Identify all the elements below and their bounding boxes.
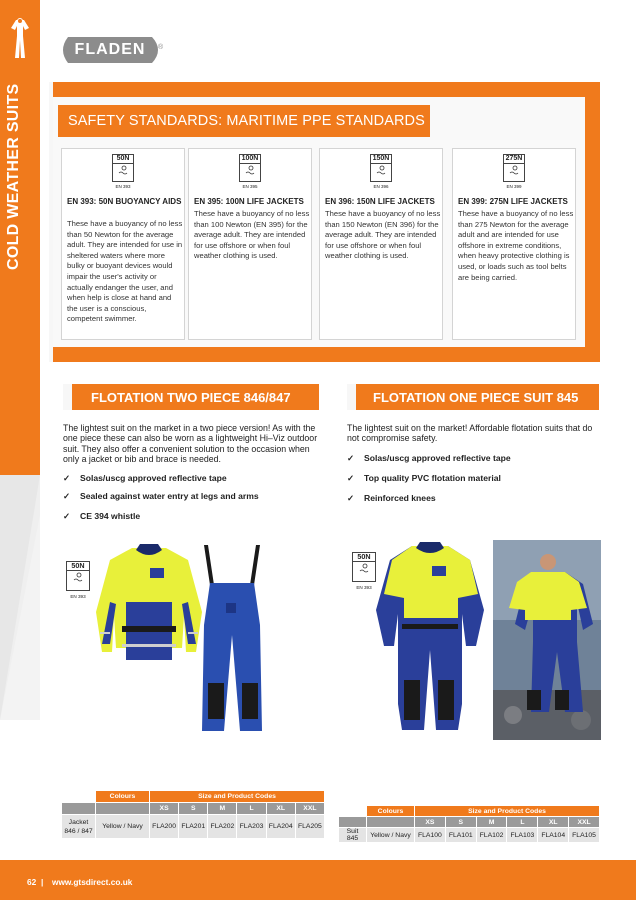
code-cell: FLA101: [445, 828, 476, 843]
badge-standard: EN 393: [356, 585, 372, 590]
swimmer-icon: [73, 572, 84, 582]
buoyancy-badge-icon: [503, 154, 525, 189]
table-corner: [339, 806, 367, 817]
code-cell: FLA205: [295, 815, 324, 839]
product-title: FLOTATION ONE PIECE SUIT 845: [373, 389, 579, 405]
size-header: L: [237, 803, 266, 815]
badge-standard: EN 395: [242, 184, 258, 189]
check-icon: ✓: [63, 511, 71, 521]
buoyancy-badge-icon: [66, 561, 90, 599]
code-cell: FLA100: [415, 828, 446, 843]
standard-card: [188, 148, 312, 340]
card-title: EN 395: 100N LIFE JACKETS: [194, 197, 304, 206]
buoyancy-badge-icon: [370, 154, 392, 189]
product-title: FLOTATION TWO PIECE 846/847: [91, 389, 291, 405]
table-cell: [339, 817, 367, 828]
codes-header: Size and Product Codes: [415, 806, 600, 817]
code-cell: FLA201: [179, 815, 208, 839]
model-photo: [493, 540, 601, 740]
feature-label: CE 394 whistle: [80, 511, 141, 521]
sidebar-label: COLD WEATHER SUITS: [5, 83, 22, 270]
badge-standard: EN 393: [70, 594, 86, 599]
buoyancy-badge-icon: [112, 154, 134, 189]
buoyancy-badge-icon: [239, 154, 261, 189]
badge-value: 50N: [353, 553, 375, 562]
swimmer-icon: [376, 165, 387, 175]
check-icon: ✓: [63, 491, 71, 501]
size-header: XL: [266, 803, 295, 815]
safety-title: SAFETY STANDARDS: MARITIME PPE STANDARDS: [58, 105, 430, 137]
swimmer-icon: [245, 165, 256, 175]
swimmer-icon: [509, 165, 520, 175]
size-table-left: [61, 790, 325, 839]
sidebar-stripes: [0, 475, 40, 720]
colours-header: Colours: [96, 791, 150, 803]
feature-label: Top quality PVC flotation material: [364, 473, 501, 483]
product-intro: The lightest suit on the market! Affordable flotation suits that do not compromise safety.: [347, 423, 593, 444]
size-header: S: [179, 803, 208, 815]
card-title: EN 393: 50N BUOYANCY AIDS: [67, 197, 182, 206]
feature-label: Sealed against water entry at legs and arms: [80, 491, 259, 501]
badge-value: 275N: [505, 155, 523, 162]
footer-separator: |: [41, 877, 44, 887]
code-cell: FLA104: [538, 828, 569, 843]
standard-card: [319, 148, 443, 340]
colour-cell: Yellow / Navy: [367, 828, 415, 843]
check-icon: ✓: [347, 453, 355, 463]
table-corner: [62, 791, 96, 803]
brand-name: FLADEN: [74, 41, 146, 58]
code-cell: FLA202: [208, 815, 237, 839]
code-cell: FLA102: [476, 828, 507, 843]
card-body: These have a buoyancy of no less than 150 Newton (EN 396) for the average adult. They are intended for use offshore or when foul weather clothing is used.: [325, 209, 441, 261]
feature-item: [347, 493, 436, 504]
code-cell: FLA203: [237, 815, 266, 839]
brand-logo: [60, 33, 168, 67]
code-cell: FLA105: [569, 828, 600, 843]
size-header: XXL: [295, 803, 324, 815]
size-table-right: [338, 805, 600, 843]
product-heading-left: [63, 384, 319, 410]
code-cell: FLA200: [150, 815, 179, 839]
check-icon: ✓: [347, 493, 355, 503]
code-cell: FLA204: [266, 815, 295, 839]
swimmer-icon: [118, 165, 129, 175]
table-cell: [367, 817, 415, 828]
feature-item: [347, 473, 501, 484]
size-header: M: [208, 803, 237, 815]
badge-value: 100N: [241, 155, 259, 162]
card-body: These have a buoyancy of no less than 100 Newton (EN 395) for the average adult. They are intended for use offshore or when foul weather clothing is used.: [194, 209, 310, 261]
sidebar-shade: [0, 475, 40, 720]
check-icon: ✓: [347, 473, 355, 483]
feature-label: Reinforced knees: [364, 493, 436, 503]
card-title: EN 399: 275N LIFE JACKETS: [458, 197, 568, 206]
table-cell: [62, 803, 96, 815]
website-link[interactable]: www.gtsdirect.co.uk: [52, 877, 133, 887]
badge-standard: EN 396: [373, 184, 389, 189]
jacket-image: [94, 540, 204, 690]
badge-standard: EN 399: [506, 184, 522, 189]
size-header: XL: [538, 817, 569, 828]
swimmer-icon: [359, 563, 370, 573]
badge-value: 50N: [113, 155, 133, 164]
standard-card: [452, 148, 576, 340]
sidebar: [0, 0, 40, 475]
heading-accent: [63, 384, 72, 410]
feature-item: [63, 511, 140, 522]
size-header: S: [445, 817, 476, 828]
colour-cell: Yellow / Navy: [96, 815, 150, 839]
badge-value: 50N: [67, 562, 89, 571]
one-piece-suit-image: [376, 540, 486, 740]
product-heading-right: [347, 384, 599, 410]
card-title: EN 396: 150N LIFE JACKETS: [325, 197, 435, 206]
check-icon: ✓: [63, 473, 71, 483]
badge-standard: EN 393: [115, 184, 131, 189]
size-header: XS: [415, 817, 446, 828]
size-header: L: [507, 817, 538, 828]
size-header: XXL: [569, 817, 600, 828]
standard-card: [61, 148, 185, 340]
card-body: These have a buoyancy of no less than 50 Newton for the average adult. They are intended for use in sheltered waters where more bulky or buoyant devices would impair the user's activity or actually endanger the user, and when help is close at hand and the user is a conscious, competent swimmer.: [67, 219, 183, 324]
feature-label: Solas/uscg approved reflective tape: [80, 473, 227, 483]
bib-trousers-image: [196, 543, 268, 733]
feature-label: Solas/uscg approved reflective tape: [364, 453, 511, 463]
page-number: 62: [27, 877, 37, 887]
table-cell: [96, 803, 150, 815]
feature-item: [63, 473, 227, 484]
buoyancy-badge-icon: [352, 552, 376, 590]
page-footer: [0, 860, 636, 900]
card-body: These have a buoyancy of no less than 275 Newton for the average adult and are intended for use offshore in extreme conditions, when heavy protective clothing is used, or loads such as tool belts are being carried.: [458, 209, 574, 282]
feature-item: [63, 491, 259, 502]
row-label: Suit 845: [339, 828, 367, 843]
brand-mark: ®: [158, 44, 164, 51]
badge-value: 150N: [372, 155, 390, 162]
product-intro: The lightest suit on the market in a two piece version! As with the one piece these can also be worn as a lightweight Hi–Viz outdoor suit. They also offer a convenient solution to the occasion when only a jacket or bib and brace is needed.: [63, 423, 318, 465]
code-cell: FLA103: [507, 828, 538, 843]
suit-icon: [8, 18, 32, 60]
size-header: XS: [150, 803, 179, 815]
row-label: Jacket 846 / 847: [62, 815, 96, 839]
colours-header: Colours: [367, 806, 415, 817]
size-header: M: [476, 817, 507, 828]
feature-item: [347, 453, 511, 464]
heading-accent: [347, 384, 356, 410]
codes-header: Size and Product Codes: [150, 791, 325, 803]
